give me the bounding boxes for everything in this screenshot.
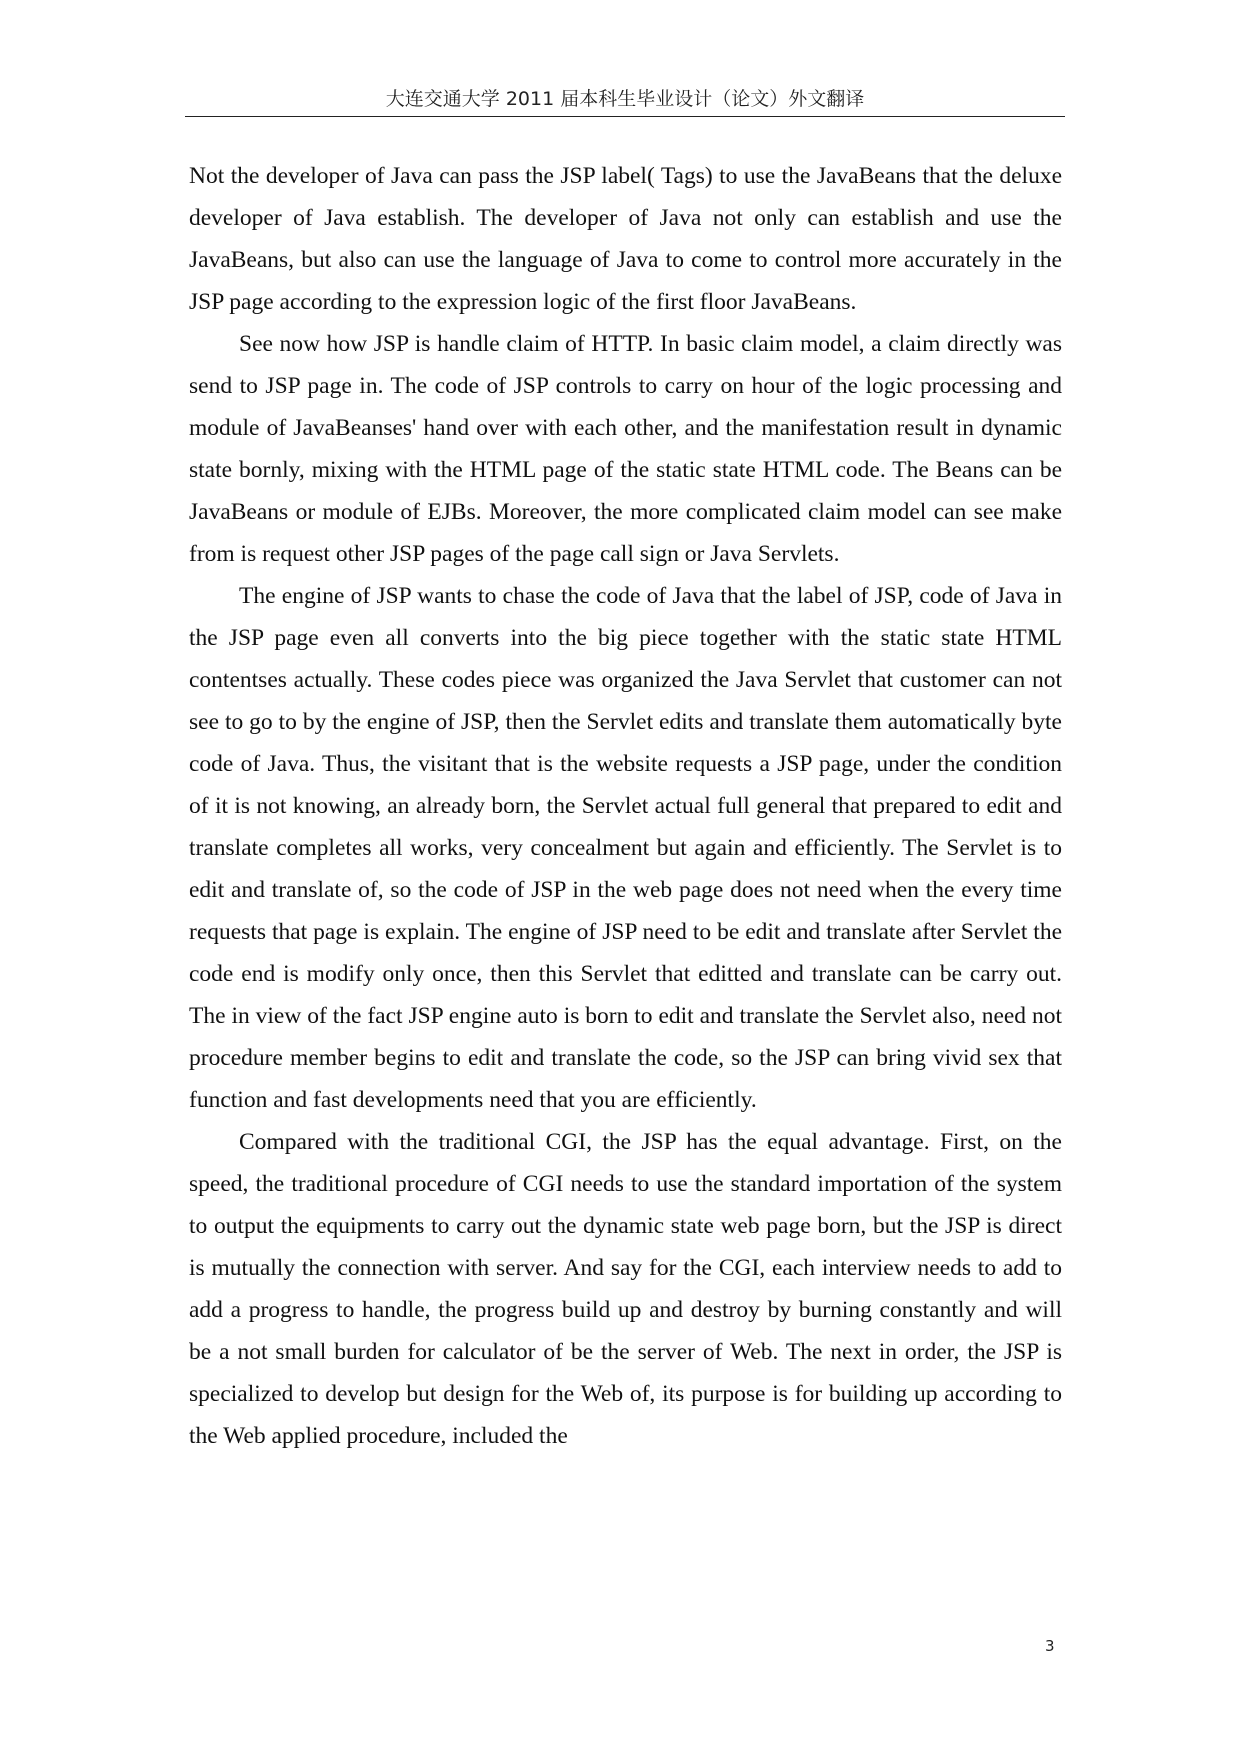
- page-number: 3: [1045, 1637, 1055, 1655]
- body-text: [189, 155, 1062, 1457]
- running-header: 大连交通大学 2011 届本科生毕业设计（论文）外文翻译: [385, 88, 865, 110]
- paragraph: Not the developer of Java can pass the JSP label( Tags) to use the JavaBeans that the deluxe developer of Java establish. The developer of Java not only can establish and use the JavaBeans, but also can use the language of Java to come to control more accurately in the JSP page according to the expression logic of the first floor JavaBeans.: [189, 163, 1062, 315]
- header-divider: [185, 116, 1065, 117]
- paragraph: The engine of JSP wants to chase the code of Java that the label of JSP, code of Java in the JSP page even all converts into the big piece together with the static state HTML contentses actually. These codes piece was organized the Java Servlet that customer can not see to go to by the engine of JSP, then the Servlet edits and translate them automatically byte code of Java. Thus, the visitant that is the website requests a JSP page, under the condition of it is not knowing, an already born, the Servlet actual full general that prepared to edit and translate completes all works, very concealment but again and efficiently. The Servlet is to edit and translate of, so the code of JSP in the web page does not need when the every time requests that page is explain. The engine of JSP need to be edit and translate after Servlet the code end is modify only once, then this Servlet that editted and translate can be carry out. The in view of the fact JSP engine auto is born to edit and translate the Servlet also, need not procedure member begins to edit and translate the code, so the JSP can bring vivid sex that function and fast developments need that you are efficiently.: [189, 583, 1062, 1113]
- paragraph: Compared with the traditional CGI, the JSP has the equal advantage. First, on the speed, the traditional procedure of CGI needs to use the standard importation of the system to output the equipments to carry out the dynamic state web page born, but the JSP is direct is mutually the connection with server. And say for the CGI, each interview needs to add to add a progress to handle, the progress build up and destroy by burning constantly and will be a not small burden for calculator of be the server of Web. The next in order, the JSP is specialized to develop but design for the Web of, its purpose is for building up according to the Web applied procedure, included the: [189, 1129, 1062, 1449]
- paragraph: See now how JSP is handle claim of HTTP. In basic claim model, a claim directly was send to JSP page in. The code of JSP controls to carry on hour of the logic processing and module of JavaBeanses' hand over with each other, and the manifestation result in dynamic state bornly, mixing with the HTML page of the static state HTML code. The Beans can be JavaBeans or module of EJBs. Moreover, the more complicated claim model can see make from is request other JSP pages of the page call sign or Java Servlets.: [189, 331, 1062, 567]
